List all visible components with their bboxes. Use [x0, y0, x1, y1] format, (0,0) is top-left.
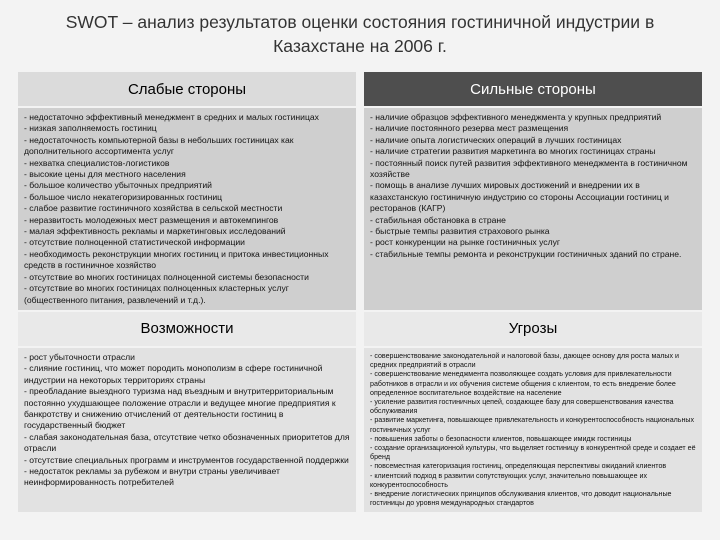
weakness-item: - большое количество убыточных предприятий [24, 180, 212, 191]
weakness-item: - отсутствие полноценной статистической информации [24, 237, 245, 248]
opportunities-list [18, 348, 356, 512]
weakness-item: - высокие цены для местного населения [24, 169, 186, 180]
weakness-item: - недостаточность компьютерной базы в небольших гостиницах как дополнительного ассортимента услуг [24, 134, 294, 157]
strength-item: - наличие образцов эффективного менеджмента у крупных предприятий [370, 112, 662, 122]
opportunity-item: - рост убыточности отрасли [24, 351, 135, 362]
threats-list [364, 348, 702, 512]
swot-table [18, 72, 702, 512]
opportunity-item: - слияние гостиниц, что может породить монополизм в сфере гостиничной индустрии на некоторых территориях страны [24, 363, 323, 385]
threat-item: - повышения заботы о безопасности клиентов, повышающее имидж гостиницы [370, 434, 632, 443]
strength-item: - рост конкуренции на рынке гостиничных услуг [370, 237, 561, 248]
threats-header: Угрозы [364, 312, 702, 346]
weakness-item: - слабое развитие гостиничного хозяйства в сельской местности [24, 203, 283, 214]
opportunity-item: - отсутствие специальных программ и инструментов государственной поддержки [24, 454, 349, 465]
weaknesses-list [18, 108, 356, 310]
threat-item: - внедрение логистических принципов обслуживания клиентов, что доводит национальные гостиницы до уровня международных стандартов [370, 489, 672, 508]
weakness-item: - неразвитость молодежных мест размещения и автокемпингов [24, 214, 279, 225]
weakness-item: - малая эффективность рекламы и маркетинговых исследований [24, 226, 286, 237]
slide-title: SWOT – анализ результатов оценки состояния гостиничной индустрии в Казахстане на 2006 г. [65, 12, 655, 56]
weakness-item: - отсутствие во многих гостиницах полноценной системы безопасности [24, 271, 309, 282]
opportunity-item: - недостаток рекламы за рубежом и внутри страны увеличивает неинформированность потребителей [24, 465, 280, 488]
weakness-item: - низкая заполняемость гостиниц [24, 123, 157, 134]
opportunity-item: - слабая законодательная база, отсутствие четко обозначенных приоритетов для отрасли [24, 431, 350, 454]
strengths-list [364, 108, 702, 310]
threat-item: - клиентский подход в развитии сопутствующих услуг, значительно повышающее их конкурентоспособность [370, 471, 647, 489]
weaknesses-header: Слабые стороны [18, 72, 356, 106]
threat-item: - совершенствование менеджмента позволяющее создать условия для привлекательности работников в отрасли и их обучения системе общения с клиентом, то есть внедрение более определенное воспитательное воздействие на население [370, 370, 676, 397]
opportunity-item: - преобладание выездного туризма над въездным и внутритерриториальным постоянно ухудшающее положение отрасли и ведущее многие предприятия к банкротству и снижению отчислений от деятельности гостиниц в государственный бюджет [24, 386, 336, 431]
strength-item: - стабильная обстановка в стране [370, 214, 506, 225]
strength-item: - наличие постоянного резерва мест размещения [370, 123, 569, 134]
opportunities-header: Возможности [18, 312, 356, 346]
strength-item: - стабильные темпы ремонта и реконструкции гостиничных зданий по стране. [370, 248, 682, 259]
strengths-header: Сильные стороны [364, 72, 702, 106]
weakness-item: - отсутствие во многих гостиницах полноценных кластерных услуг (общественного питания, развлечений и т.д.). [24, 283, 289, 305]
weakness-item: - нехватка специалистов-логистиков [24, 157, 170, 168]
threat-item: - развитие маркетинга, повышающее привлекательность и конкурентоспособность национальных гостиничных услуг [370, 416, 695, 434]
threat-item: - совершенствование законодательной и налоговой базы, дающее основу для роста малых и средних предприятий в отрасли [370, 351, 679, 370]
strength-item: - быстрые темпы развития страхового рынка [370, 226, 550, 237]
strength-item: - помощь в анализе лучших мировых достижений и внедрении их в казахстанскую гостиничную индустрию со стороны Ассоциации гостиниц и ресторанов (КАГР) [370, 180, 669, 214]
strength-item: - наличие опыта логистических операций в лучших гостиницах [370, 134, 622, 145]
threat-item: - создание организационной культуры, что выделяет гостиницу в конкурентной среде и создает её бренд [370, 443, 696, 462]
weakness-item: - недостаточно эффективный менеджмент в средних и малых гостиницах [24, 112, 319, 122]
weakness-item: - большое число некатегоризированных гостиниц [24, 191, 223, 202]
threat-item: - повсеместная категоризация гостиниц, определяющая перспективы ожиданий клиентов [370, 462, 667, 471]
strength-item: - постоянный поиск путей развития эффективного менеджмента в гостиничном хозяйстве [370, 157, 688, 180]
strength-item: - наличие стратегии развития маркетинга во многих гостиницах страны [370, 146, 656, 157]
weakness-item: - необходимость реконструкции многих гостиниц и притока инвестиционных средств в гостиничное хозяйство [24, 248, 329, 271]
threat-item: - усиление развития гостиничных цепей, создающее базу для совершенствования качества обслуживания [370, 397, 674, 416]
